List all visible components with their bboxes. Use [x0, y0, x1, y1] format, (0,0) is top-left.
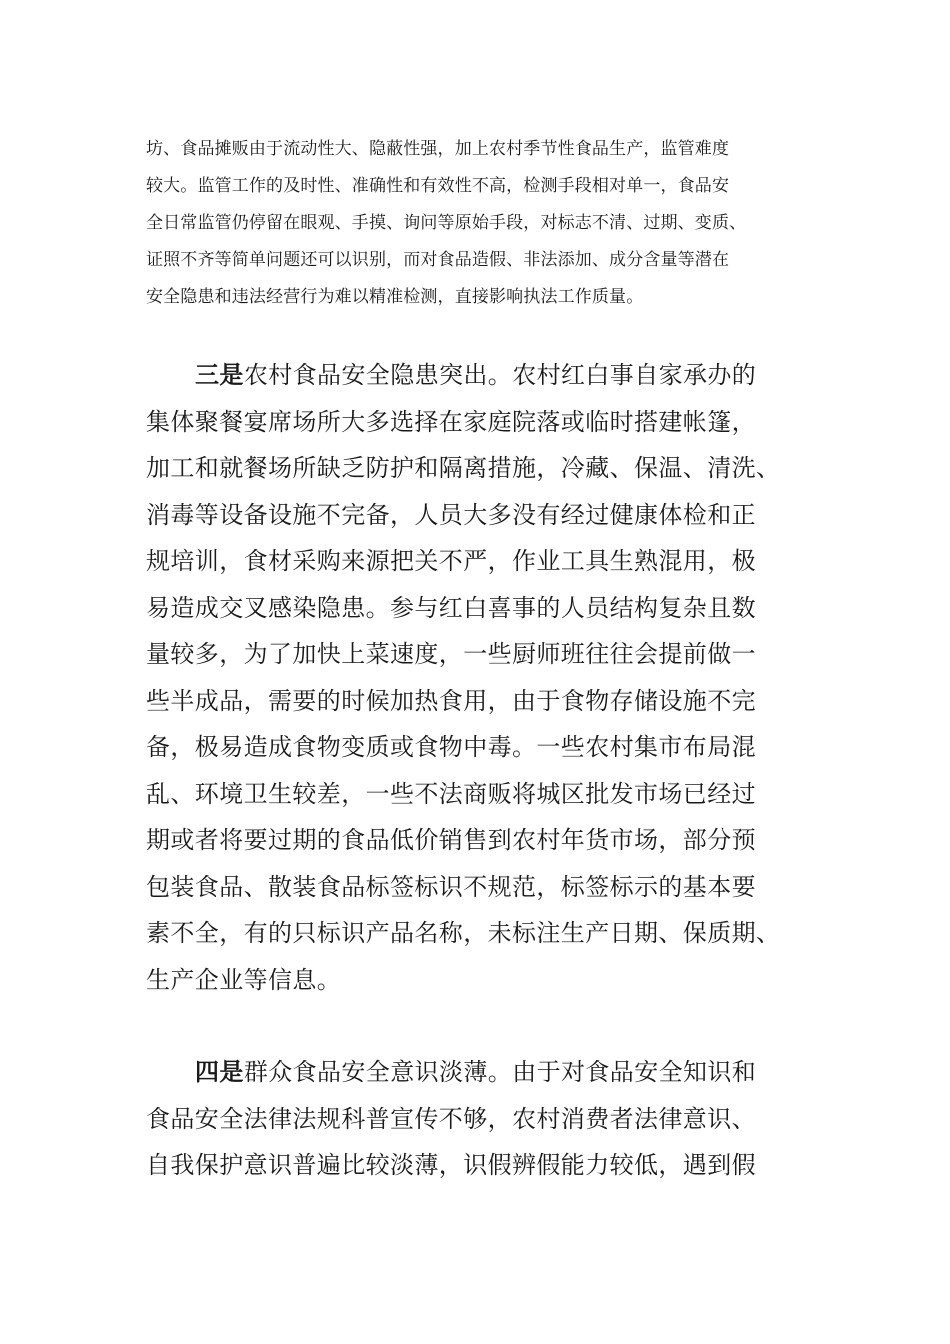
text-line: 期或者将要过期的食品低价销售到农村年货市场，部分预: [146, 826, 756, 854]
text-line: 规培训，食材采购来源把关不严，作业工具生熟混用，极: [146, 547, 756, 575]
text-line: 素不全，有的只标识产品名称，未标注生产日期、保质期、: [146, 919, 781, 947]
text-line: 坊、食品摊贩由于流动性大、隐蔽性强，加上农村季节性食品生产，监管难度: [146, 139, 730, 159]
text-line: 全日常监管仍停留在眼观、手摸、询问等原始手段，对标志不清、过期、变质、: [146, 213, 747, 233]
text-line: 较大。监管工作的及时性、准确性和有效性不高，检测手段相对单一，食品安: [146, 176, 730, 196]
text-line: 些半成品，需要的时候加热食用，由于食物存储设施不完: [146, 686, 756, 715]
paragraph-first-line-text: 群众食品安全意识淡薄。由于对食品安全知识和: [243, 1058, 757, 1086]
paragraph-rural-hazards: [146, 352, 806, 1003]
paragraph-first-line: [146, 352, 806, 399]
text-line: 加工和就餐场所缺乏防护和隔离措施，冷藏、保温、清洗、: [146, 454, 781, 482]
text-line: 生产企业等信息。: [146, 965, 342, 994]
text-line: 消毒等设备设施不完备，人员大多没有经过健康体检和正: [146, 500, 756, 529]
text-line: 包装食品、散装食品标签标识不规范，标签标示的基本要: [146, 872, 756, 901]
text-line: 量较多，为了加快上菜速度，一些厨师班往往会提前做一: [146, 640, 756, 668]
paragraph-continuation: [146, 131, 806, 316]
paragraph-public-awareness: [146, 1049, 806, 1189]
text-line: 食品安全法律法规科普宣传不够，农村消费者法律意识、: [146, 1104, 756, 1133]
text-line: 证照不齐等简单问题还可以识别，而对食品造假、非法添加、成分含量等潜在: [146, 250, 730, 270]
text-line: 安全隐患和违法经营行为难以精准检测，直接影响执法工作质量。: [146, 287, 644, 307]
text-line: 乱、环境卫生较差，一些不法商贩将城区批发市场已经过: [146, 779, 756, 808]
paragraph-lead-term: 三是: [195, 361, 244, 389]
text-line: 易造成交叉感染隐患。参与红白喜事的人员结构复杂且数: [146, 593, 756, 622]
paragraph-first-line: [146, 1049, 806, 1096]
paragraph-lead-term: 四是: [195, 1058, 244, 1086]
text-line: 备，极易造成食物变质或食物中毒。一些农村集市布局混: [146, 733, 756, 761]
text-line: 自我保护意识普遍比较淡薄，识假辨假能力较低，遇到假: [146, 1151, 756, 1179]
text-line: 集体聚餐宴席场所大多选择在家庭院落或临时搭建帐篷，: [146, 407, 756, 436]
paragraph-first-line-text: 农村食品安全隐患突出。农村红白事自家承办的: [243, 361, 757, 389]
